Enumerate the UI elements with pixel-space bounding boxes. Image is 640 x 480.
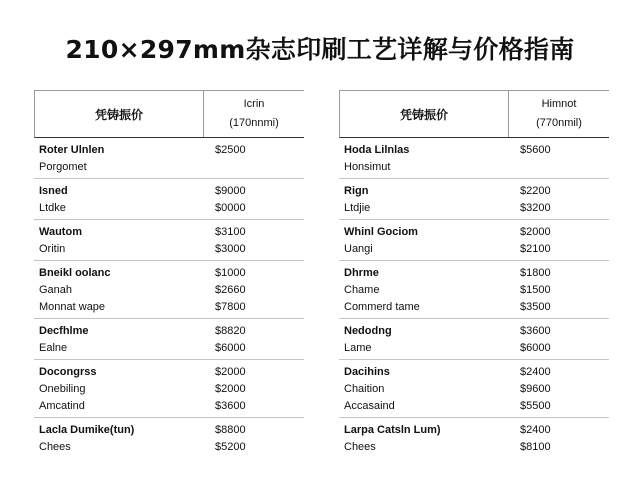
item-name: Ealne <box>39 341 68 354</box>
item-name: Roter Ulnlen <box>39 143 105 156</box>
header-price <box>204 91 304 137</box>
item-name: Chees <box>344 440 376 453</box>
item-price: $8800 <box>215 423 246 436</box>
header-price-line1: Himnot <box>541 98 577 110</box>
header-price-line2: (770nmil) <box>536 117 582 129</box>
table-row <box>339 199 609 216</box>
item-name: Isned <box>39 184 68 197</box>
item-name: Hoda Lilnlas <box>344 143 410 156</box>
table-header <box>34 90 304 138</box>
table-row <box>34 397 304 414</box>
table-row <box>339 380 609 397</box>
table-group <box>34 418 304 458</box>
table-group <box>34 261 304 319</box>
item-price: $6000 <box>215 341 246 354</box>
item-name: Porgomet <box>39 160 87 173</box>
item-price: $2500 <box>215 143 246 156</box>
item-name: Dhrme <box>344 266 379 279</box>
header-price-line1: Icrin <box>243 98 265 110</box>
item-name: Nedodng <box>344 324 392 337</box>
item-name: Accasaind <box>344 399 395 412</box>
table-row <box>34 298 304 315</box>
table-row <box>34 223 304 240</box>
item-price: $1800 <box>520 266 551 279</box>
item-price: $5500 <box>520 399 551 412</box>
table-row <box>339 223 609 240</box>
item-price: $2400 <box>520 423 551 436</box>
item-name: Uangi <box>344 242 373 255</box>
table-row <box>34 141 304 158</box>
table-row <box>339 141 609 158</box>
item-name: Docongrss <box>39 365 97 378</box>
table-group <box>339 360 609 418</box>
table-row <box>34 339 304 356</box>
item-price: $2000 <box>215 365 246 378</box>
table-group <box>34 319 304 360</box>
header-name: 凭铸振价 <box>35 91 204 137</box>
table-group <box>339 220 609 261</box>
item-name: Amcatind <box>39 399 85 412</box>
table-row <box>339 281 609 298</box>
table-row <box>339 240 609 257</box>
price-table-right <box>339 90 609 458</box>
table-row <box>339 339 609 356</box>
table-row <box>34 199 304 216</box>
item-price: $2660 <box>215 283 246 296</box>
item-price: $2000 <box>520 225 551 238</box>
item-price: $3200 <box>520 201 551 214</box>
item-price: $9000 <box>215 184 246 197</box>
item-price: $2000 <box>215 382 246 395</box>
item-name: Lacla Dumike(tun) <box>39 423 135 436</box>
table-row <box>339 438 609 455</box>
item-name: Chees <box>39 440 71 453</box>
table-group <box>34 138 304 179</box>
item-name: Chame <box>344 283 380 296</box>
table-row <box>34 182 304 199</box>
table-row <box>34 281 304 298</box>
table-row <box>34 363 304 380</box>
table-group <box>339 138 609 179</box>
header-price-line2: (170nnmi) <box>229 117 279 129</box>
item-price: $1500 <box>520 283 551 296</box>
item-name: Whinl Gociom <box>344 225 418 238</box>
item-price: $3000 <box>215 242 246 255</box>
table-group <box>339 179 609 220</box>
item-name: Rign <box>344 184 369 197</box>
item-name: Lame <box>344 341 372 354</box>
item-price: $3100 <box>215 225 246 238</box>
item-price: $2200 <box>520 184 551 197</box>
item-price: $6000 <box>520 341 551 354</box>
item-name: Wautom <box>39 225 82 238</box>
item-name: Ltdke <box>39 201 66 214</box>
table-row <box>34 421 304 438</box>
header-price <box>509 91 609 137</box>
item-price: $5600 <box>520 143 551 156</box>
item-price: $2400 <box>520 365 551 378</box>
item-name: Dacihins <box>344 365 390 378</box>
table-group <box>34 179 304 220</box>
item-price: $7800 <box>215 300 246 313</box>
table-group <box>339 418 609 458</box>
item-name: Ltdjie <box>344 201 371 214</box>
item-price: $2100 <box>520 242 551 255</box>
item-price: $0000 <box>215 201 246 214</box>
table-row <box>339 421 609 438</box>
item-price: $9600 <box>520 382 551 395</box>
table-row <box>34 158 304 175</box>
item-name: Decfhlme <box>39 324 89 337</box>
item-price: $3600 <box>520 324 551 337</box>
item-price: $1000 <box>215 266 246 279</box>
table-row <box>34 438 304 455</box>
table-row <box>34 322 304 339</box>
item-price: $8820 <box>215 324 246 337</box>
table-row <box>339 363 609 380</box>
item-name: Monnat wape <box>39 300 106 313</box>
table-row <box>339 182 609 199</box>
item-price: $8100 <box>520 440 551 453</box>
item-name: Commerd tame <box>344 300 420 313</box>
table-group <box>339 319 609 360</box>
table-group <box>34 360 304 418</box>
table-row <box>339 298 609 315</box>
item-name: Onebiling <box>39 382 86 395</box>
item-price: $5200 <box>215 440 246 453</box>
item-name: Honsimut <box>344 160 391 173</box>
table-row <box>339 264 609 281</box>
item-name: Chaition <box>344 382 385 395</box>
item-name: Ganah <box>39 283 73 296</box>
table-row <box>339 158 609 175</box>
item-price: $3500 <box>520 300 551 313</box>
item-name: Larpa Catsln Lum) <box>344 423 441 436</box>
price-table-left <box>34 90 304 458</box>
item-name: Bneikl oolanc <box>39 266 111 279</box>
table-header <box>339 90 609 138</box>
item-name: Oritin <box>39 242 66 255</box>
table-group <box>34 220 304 261</box>
item-price: $3600 <box>215 399 246 412</box>
table-row <box>34 264 304 281</box>
table-row <box>34 380 304 397</box>
page-title: 210×297mm杂志印刷工艺详解与价格指南 <box>65 35 575 64</box>
table-row <box>34 240 304 257</box>
header-name: 凭铸振价 <box>340 91 509 137</box>
table-row <box>339 322 609 339</box>
table-row <box>339 397 609 414</box>
table-group <box>339 261 609 319</box>
